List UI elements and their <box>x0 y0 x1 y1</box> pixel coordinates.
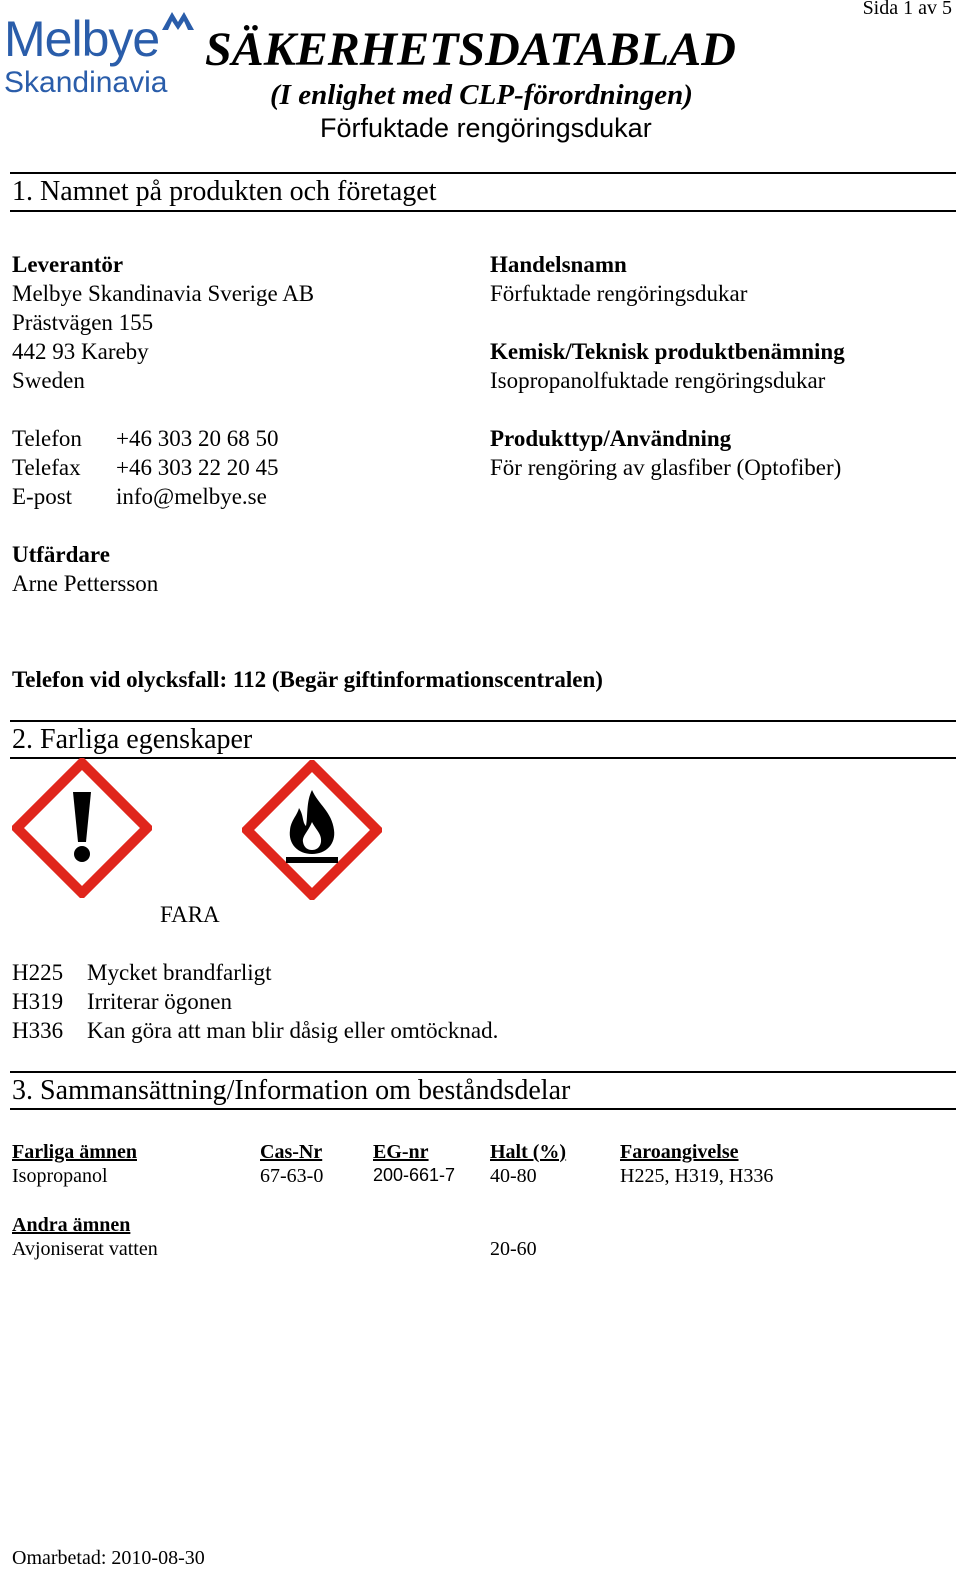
hazard-code: H336 <box>12 1018 64 1043</box>
product-heading: Förfuktade rengöringsdukar <box>320 113 652 143</box>
table-cell-cas: 67-63-0 <box>260 1165 324 1187</box>
contact-fax: +46 303 22 20 45 <box>116 455 279 480</box>
hazard-code: H319 <box>12 989 64 1014</box>
section-1-header <box>10 172 956 212</box>
trade-name-value: Förfuktade rengöringsdukar <box>490 281 748 306</box>
supplier-line: 442 93 Kareby <box>12 339 149 364</box>
section-3-header <box>10 1071 956 1110</box>
document-title: SÄKERHETSDATABLAD <box>205 23 736 76</box>
logo-name: Melbye <box>4 11 160 67</box>
table-cell-name: Avjoniserat vatten <box>12 1238 158 1260</box>
issuer-value: Arne Pettersson <box>12 571 159 596</box>
supplier-line: Sweden <box>12 368 85 393</box>
section-1-title: 1. Namnet på produkten och företaget <box>12 176 437 207</box>
trade-name-label: Handelsnamn <box>490 252 627 277</box>
product-type-label: Produkttyp/Användning <box>490 426 732 451</box>
issuer-label: Utfärdare <box>12 542 110 567</box>
section-2-header <box>10 720 956 759</box>
hazard-code: H225 <box>12 960 64 985</box>
flame-pictogram-icon <box>242 760 382 900</box>
logo-sub: Skandinavia <box>4 66 168 99</box>
contact-label: E-post <box>12 484 73 509</box>
logo-mark-icon <box>162 12 194 30</box>
supplier-label: Leverantör <box>12 252 124 277</box>
hazard-text: Mycket brandfarligt <box>87 960 272 985</box>
company-logo <box>4 10 194 100</box>
contact-label: Telefax <box>12 455 81 480</box>
supplier-line: Melbye Skandinavia Sverige AB <box>12 281 315 306</box>
exclamation-mark-pictogram-icon <box>12 758 152 898</box>
revised-date: Omarbetad: 2010-08-30 <box>12 1547 205 1569</box>
other-substances-header: Andra ämnen <box>12 1214 131 1236</box>
contact-phone: +46 303 20 68 50 <box>116 426 279 451</box>
hazard-text: Kan göra att man blir dåsig eller omtöcknad. <box>87 1018 499 1043</box>
table-header: Faroangivelse <box>620 1141 739 1163</box>
chemical-name-value: Isopropanolfuktade rengöringsdukar <box>490 368 826 393</box>
table-cell-halt: 40-80 <box>490 1165 537 1187</box>
contact-label: Telefon <box>12 426 82 451</box>
signal-word: FARA <box>160 902 220 927</box>
table-cell-faro: H225, H319, H336 <box>620 1165 774 1187</box>
table-header: Cas-Nr <box>260 1141 323 1163</box>
table-header: Farliga ämnen <box>12 1141 137 1163</box>
table-cell-name: Isopropanol <box>12 1165 108 1187</box>
emergency-phone: Telefon vid olycksfall: 112 (Begär giftinformationscentralen) <box>12 667 603 692</box>
page-number: Sida 1 av 5 <box>862 0 952 19</box>
section-3-title: 3. Sammansättning/Information om beståndsdelar <box>12 1075 571 1106</box>
product-type-value: För rengöring av glasfiber (Optofiber) <box>490 455 842 480</box>
table-cell-eg: 200-661-7 <box>373 1165 456 1185</box>
supplier-line: Prästvägen 155 <box>12 310 154 335</box>
chemical-name-label: Kemisk/Teknisk produktbenämning <box>490 339 845 364</box>
table-header: Halt (%) <box>490 1141 567 1163</box>
table-header: EG-nr <box>373 1141 429 1163</box>
section-2-title: 2. Farliga egenskaper <box>12 724 253 755</box>
contact-email: info@melbye.se <box>116 484 267 509</box>
document-subtitle: (I enlighet med CLP-förordningen) <box>270 79 693 111</box>
hazard-text: Irriterar ögonen <box>87 989 232 1014</box>
table-cell-halt: 20-60 <box>490 1238 537 1260</box>
